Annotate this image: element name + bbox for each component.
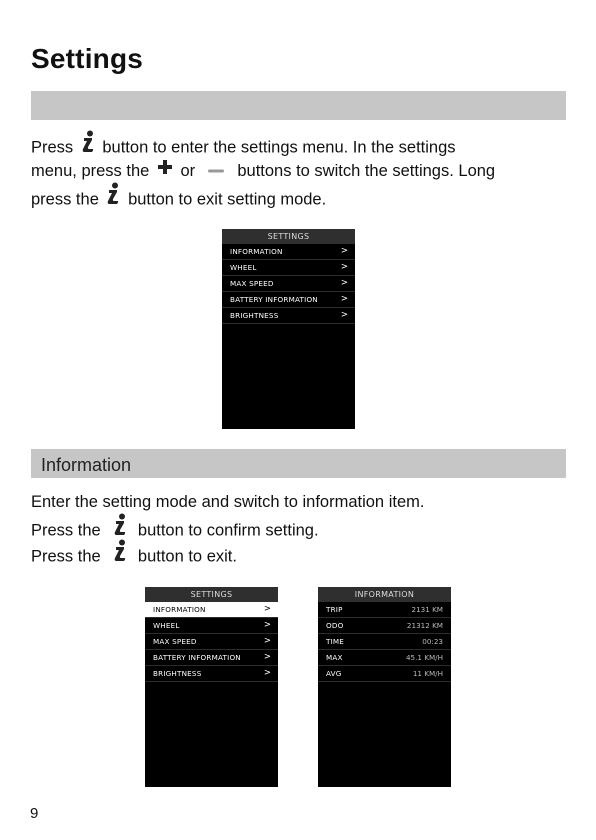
text-segment: buttons to switch the settings. Long (237, 162, 496, 180)
section-heading: Information (41, 455, 132, 475)
menu-item-label: INFORMATION (230, 247, 283, 256)
menu-item-label: WHEEL (153, 621, 180, 630)
menu-item[interactable] (222, 260, 355, 276)
info-icon (113, 539, 127, 571)
info-icon (106, 182, 120, 214)
info-row (318, 602, 451, 618)
chevron-right-icon: > (263, 604, 271, 614)
menu-item[interactable] (145, 618, 278, 634)
menu-item[interactable] (145, 666, 278, 682)
text-segment: Press (31, 138, 74, 157)
instruction-line (31, 184, 495, 210)
info-icon (81, 130, 95, 162)
information-screen (318, 587, 451, 787)
text-segment: button to confirm setting. (137, 521, 319, 540)
text-segment: button to enter the settings menu. In the settings (102, 138, 456, 157)
text-segment: press the (31, 190, 99, 209)
menu-item-label: MAX SPEED (153, 637, 197, 646)
information-instructions (31, 489, 424, 567)
instruction-line (31, 541, 424, 567)
info-value: 2131 KM (411, 605, 443, 614)
text-segment: Press the (31, 547, 101, 566)
info-label: TIME (326, 637, 345, 646)
info-label: AVG (326, 669, 342, 678)
minus-icon (207, 157, 225, 183)
chevron-right-icon: > (340, 262, 348, 272)
menu-item-selected[interactable] (145, 602, 278, 618)
info-label: MAX (326, 653, 343, 662)
info-label: ODO (326, 621, 344, 630)
text-segment: or (180, 162, 196, 180)
menu-item-label: INFORMATION (153, 605, 206, 614)
menu-item[interactable] (145, 634, 278, 650)
section-bar (31, 449, 566, 478)
menu-item[interactable] (222, 308, 355, 324)
info-label: TRIP (326, 605, 343, 614)
info-row (318, 650, 451, 666)
page-number: 9 (30, 805, 39, 822)
chevron-right-icon: > (263, 636, 271, 646)
chevron-right-icon: > (263, 668, 271, 678)
screen-title: SETTINGS (222, 229, 355, 244)
menu-item-label: BATTERY INFORMATION (153, 653, 241, 662)
chevron-right-icon: > (263, 620, 271, 630)
text-segment: Press the (31, 521, 101, 540)
menu-item-label: MAX SPEED (230, 279, 274, 288)
menu-item-label: WHEEL (230, 263, 257, 272)
menu-item-label: BATTERY INFORMATION (230, 295, 318, 304)
info-value: 45.1 KM/H (405, 653, 443, 662)
screen-title: INFORMATION (318, 587, 451, 602)
info-row (318, 634, 451, 650)
menu-item[interactable] (222, 292, 355, 308)
plus-icon (157, 157, 173, 183)
info-value: 21312 KM (406, 621, 443, 630)
instruction-line (31, 489, 424, 515)
info-row (318, 666, 451, 682)
section-bar (31, 91, 566, 120)
menu-item-label: BRIGHTNESS (230, 311, 279, 320)
chevron-right-icon: > (340, 278, 348, 288)
text-segment: Enter the setting mode and switch to information item. (31, 493, 425, 511)
settings-screen-selected (145, 587, 278, 787)
instruction-line (31, 132, 495, 158)
menu-item[interactable] (145, 650, 278, 666)
info-row (318, 618, 451, 634)
instruction-line (31, 515, 424, 541)
info-value: 00:23 (422, 637, 443, 646)
settings-screen (222, 229, 355, 429)
chevron-right-icon: > (340, 246, 348, 256)
text-segment: button to exit setting mode. (128, 190, 327, 209)
menu-item[interactable] (222, 276, 355, 292)
info-value: 11 KM/H (412, 669, 443, 678)
menu-item-label: BRIGHTNESS (153, 669, 202, 678)
screen-title: SETTINGS (145, 587, 278, 602)
menu-item[interactable] (222, 244, 355, 260)
instruction-line (31, 158, 495, 184)
chevron-right-icon: > (263, 652, 271, 662)
chevron-right-icon: > (340, 294, 348, 304)
page-title: Settings (31, 43, 144, 74)
text-segment: menu, press the (31, 162, 150, 180)
text-segment: button to exit. (137, 547, 237, 566)
settings-instructions (31, 132, 495, 210)
chevron-right-icon: > (340, 310, 348, 320)
